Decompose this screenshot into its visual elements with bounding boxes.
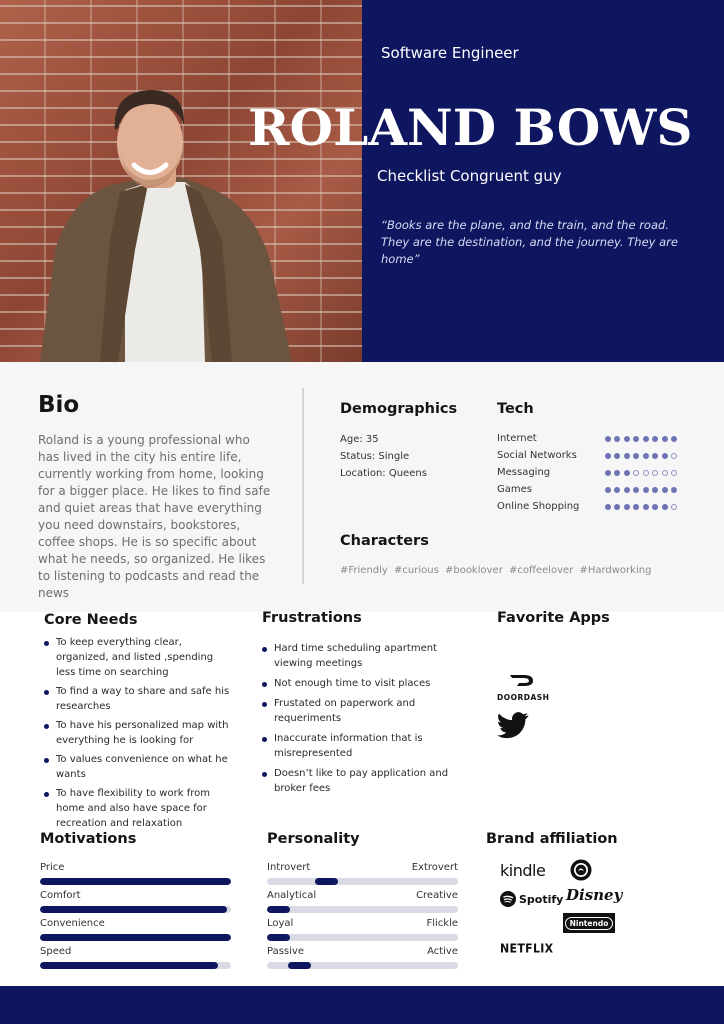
spotify-logo (500, 891, 563, 907)
rating-dot (614, 470, 620, 476)
rating-dot (624, 470, 630, 476)
rating-dot (671, 453, 677, 459)
disney-logo: Disney (566, 886, 623, 904)
motivation-label: Comfort (40, 890, 81, 901)
rating-dot (633, 453, 639, 459)
motivations-title: Motivations (40, 831, 137, 847)
rating-dot (633, 487, 639, 493)
list-item-text: Frustated on paperwork and requeriments (274, 698, 416, 724)
list-item (44, 635, 234, 680)
list-item-text: To values convenience on what he wants (56, 754, 228, 780)
list-item-text: To keep everything clear, organized, and listed ,spending less time on searching (56, 637, 214, 678)
personality-bar-track (267, 962, 458, 969)
footer-bar (0, 986, 724, 1024)
bullet-dot (44, 758, 49, 763)
rating-dot (643, 470, 649, 476)
list-item-text: Hard time scheduling apartment viewing meetings (274, 643, 437, 669)
list-item-text: To find a way to share and safe his researches (56, 686, 230, 712)
rating-dot (624, 504, 630, 510)
personality-bar-track (267, 878, 458, 885)
section-divider (302, 388, 304, 584)
doordash-label: DOORDASH (497, 693, 550, 702)
persona-tagline: Checklist Congruent guy (377, 167, 562, 185)
personality-right-label: Active (427, 946, 458, 957)
twitter-icon (497, 712, 529, 739)
list-item-text: To have his personalized map with everything he is looking for (56, 720, 229, 746)
rating-dot (614, 487, 620, 493)
tech-row (497, 447, 677, 464)
motivation-bar-track (40, 934, 231, 941)
bio-title: Bio (38, 392, 80, 418)
frustrations-title: Frustrations (262, 610, 362, 626)
rating-dot (643, 453, 649, 459)
rating-dot (633, 436, 639, 442)
rating-dot (662, 504, 668, 510)
list-item (44, 786, 234, 831)
rating-dot (624, 436, 630, 442)
demographics-title: Demographics (340, 401, 458, 417)
bullet-dot (44, 690, 49, 695)
rating-dot (605, 487, 611, 493)
rating-dot (643, 487, 649, 493)
brand-affiliation-title: Brand affiliation (486, 831, 618, 847)
personality-bar-track (267, 906, 458, 913)
starbucks-icon (570, 859, 592, 881)
rating-dot (662, 470, 668, 476)
motivation-bar-fill (40, 962, 218, 969)
demographics-location: Location: Queens (340, 468, 427, 479)
personality-left-label: Loyal (267, 918, 294, 929)
motivation-bar-track (40, 906, 231, 913)
list-item (44, 752, 234, 782)
rating-dot (652, 504, 658, 510)
list-item-text: Doesn’t like to pay application and broker fees (274, 768, 449, 794)
spotify-icon (500, 891, 516, 907)
list-item-text: To have flexibility to work from home and also have space for recreation and relaxation (56, 788, 210, 829)
bullet-dot (262, 647, 267, 652)
rating-dot (671, 436, 677, 442)
rating-dot (614, 504, 620, 510)
person-illustration (0, 0, 362, 362)
rating-dot (643, 504, 649, 510)
rating-dot (662, 487, 668, 493)
tech-row (497, 481, 677, 498)
rating-dot (605, 470, 611, 476)
motivation-bar-track (40, 878, 231, 885)
bullet-dot (44, 724, 49, 729)
rating-dot (605, 453, 611, 459)
bullet-dot (262, 702, 267, 707)
motivation-label: Speed (40, 946, 72, 957)
motivation-bar-fill (40, 934, 231, 941)
list-item (262, 731, 477, 761)
frustrations-list (262, 641, 477, 801)
motivation-bar-fill (40, 906, 227, 913)
bullet-dot (262, 682, 267, 687)
rating-dot (671, 470, 677, 476)
demographics-age: Age: 35 (340, 434, 379, 445)
bullet-dot (262, 772, 267, 777)
motivation-label: Convenience (40, 918, 105, 929)
characters-title: Characters (340, 533, 429, 549)
personality-bar-fill (288, 962, 311, 969)
favorite-apps-title: Favorite Apps (497, 610, 610, 626)
tech-rating (605, 436, 678, 442)
nintendo-label: Nintendo (565, 917, 614, 930)
rating-dot (633, 504, 639, 510)
rating-dot (652, 470, 658, 476)
motivation-bar-track (40, 962, 231, 969)
rating-dot (662, 436, 668, 442)
tech-list (497, 430, 677, 515)
rating-dot (652, 436, 658, 442)
personality-right-label: Flickle (426, 918, 458, 929)
list-item (262, 641, 477, 671)
character-tag: #booklover (444, 565, 509, 576)
tech-label: Social Networks (497, 450, 577, 461)
list-item-text: Not enough time to visit places (274, 678, 431, 689)
nintendo-logo (563, 913, 615, 933)
rating-dot (624, 453, 630, 459)
rating-dot (643, 436, 649, 442)
tech-row (497, 464, 677, 481)
persona-quote: “Books are the plane, and the train, and the road. They are the destination, and the journey. They are home” (381, 218, 678, 266)
bio-text: Roland is a young professional who has lived in the city his entire life, currently working from home, looking for a bigger place. He likes to find safe and quiet areas that have everything you need downstairs, bookstores, coffee shops. He is so specific about what he needs, so organized. He likes to listening to podcasts and read the news (38, 433, 271, 600)
personality-left-label: Introvert (267, 862, 311, 873)
rating-dot (662, 453, 668, 459)
personality-left-label: Analytical (267, 890, 317, 901)
persona-name: ROLAND BOWS (248, 98, 693, 157)
rating-dot (671, 504, 677, 510)
list-item (262, 766, 477, 796)
list-item (262, 696, 477, 726)
rating-dot (614, 453, 620, 459)
job-title: Software Engineer (381, 44, 519, 62)
doordash-icon (509, 673, 535, 687)
personality-bar-fill (267, 934, 290, 941)
tech-rating (605, 504, 678, 510)
rating-dot (624, 487, 630, 493)
spotify-label: Spotify (519, 892, 564, 906)
list-item (44, 684, 234, 714)
kindle-logo: kindle (500, 861, 546, 880)
rating-dot (671, 487, 677, 493)
tech-title: Tech (497, 401, 534, 417)
character-tag: #Hardworking (579, 565, 652, 576)
list-item (44, 718, 234, 748)
list-item (262, 676, 477, 691)
tech-rating (605, 453, 678, 459)
bullet-dot (44, 641, 49, 646)
rating-dot (633, 470, 639, 476)
demographics-status: Status: Single (340, 451, 410, 462)
personality-left-label: Passive (267, 946, 304, 957)
tech-rating (605, 487, 678, 493)
personality-bar-fill (267, 906, 290, 913)
core-needs-title: Core Needs (44, 612, 138, 628)
rating-dot (652, 453, 658, 459)
tech-rating (605, 470, 678, 476)
character-tag: #Friendly (340, 565, 395, 576)
core-needs-list (44, 635, 234, 835)
tech-label: Games (497, 484, 532, 495)
tech-label: Online Shopping (497, 501, 580, 512)
personality-right-label: Extrovert (411, 862, 458, 873)
rating-dot (605, 504, 611, 510)
bullet-dot (44, 792, 49, 797)
tech-label: Messaging (497, 467, 551, 478)
netflix-logo: NETFLIX (500, 941, 554, 956)
rating-dot (605, 436, 611, 442)
personality-right-label: Creative (416, 890, 458, 901)
tech-row (497, 498, 677, 515)
list-item-text: Inaccurate information that is misrepresented (274, 733, 423, 759)
personality-title: Personality (267, 831, 360, 847)
rating-dot (614, 436, 620, 442)
characters-tags (340, 565, 651, 576)
tech-label: Internet (497, 433, 537, 444)
tech-row (497, 430, 677, 447)
demographics-list (340, 431, 427, 482)
motivation-bar-fill (40, 878, 231, 885)
doordash-app (497, 672, 550, 702)
bullet-dot (262, 737, 267, 742)
personality-bar-fill (315, 878, 338, 885)
character-tag: #curious (394, 565, 445, 576)
rating-dot (652, 487, 658, 493)
motivation-label: Price (40, 862, 65, 873)
profile-photo (0, 0, 362, 362)
character-tag: #coffeelover (508, 565, 580, 576)
personality-bar-track (267, 934, 458, 941)
